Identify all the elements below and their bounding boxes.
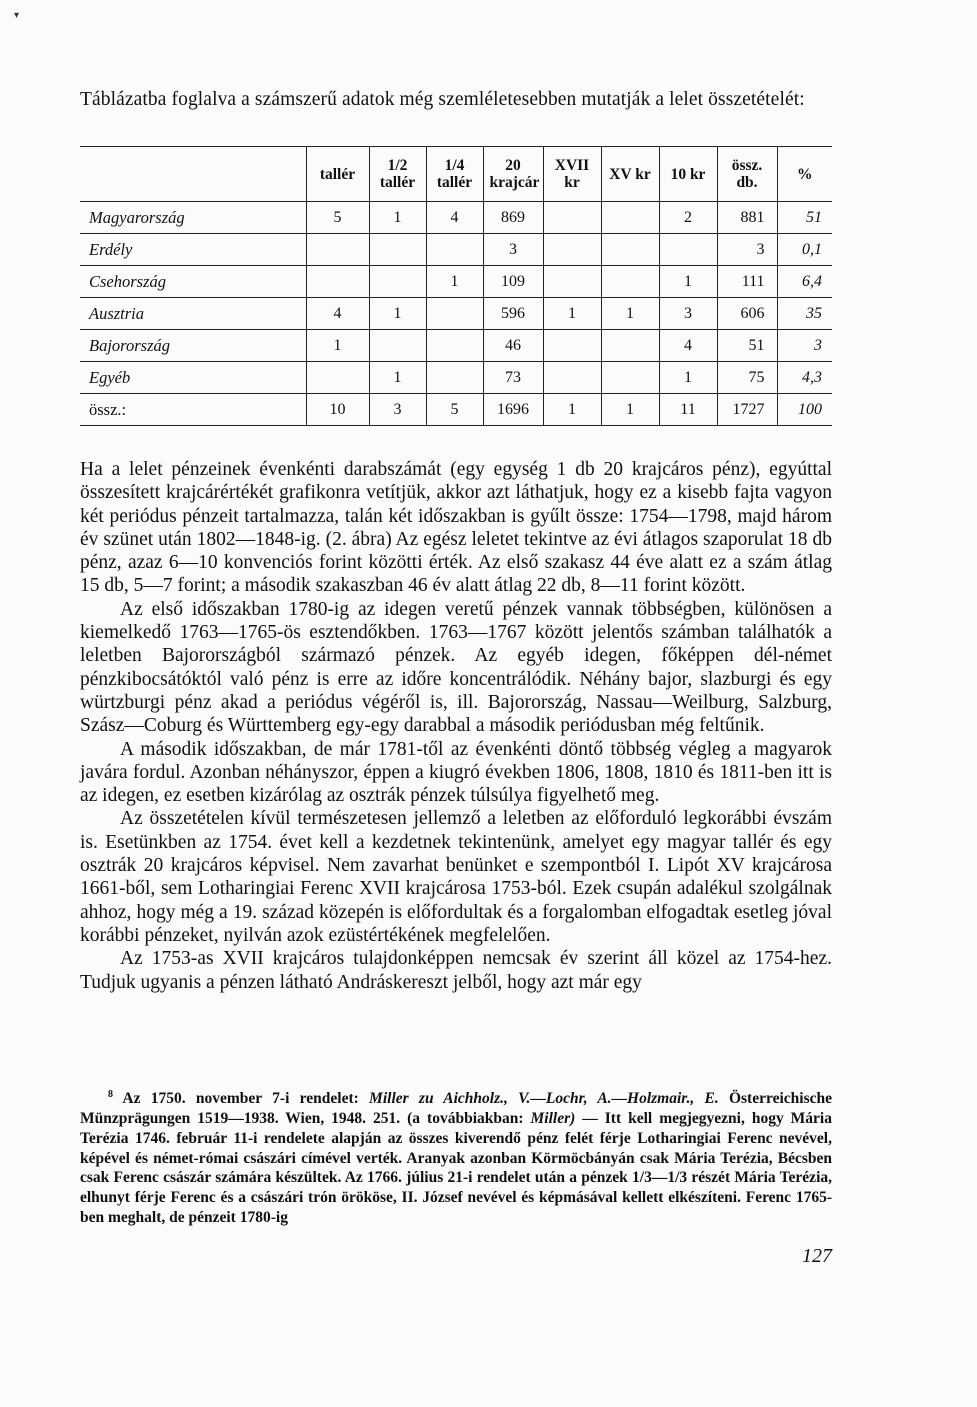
table-cell: 4 bbox=[659, 330, 717, 362]
row-label: Bajorország bbox=[80, 330, 306, 362]
paragraph-5: Az 1753-as XVII krajcáros tulajdonképpen nemcsak év szerint áll közel az 1754-hez. Tudjuk ugyanis a pénzen látható Andráskereszt jelből, hogy azt már egy bbox=[80, 948, 832, 993]
footnote-text-2: Österreichische Münzprägungen 1519—1938. Wien, 1948. 251. (a továbbiakban: bbox=[80, 1090, 832, 1127]
corner-mark: ▾ bbox=[14, 10, 20, 21]
percent-cell: 6,4 bbox=[777, 266, 832, 298]
footnote-author: Miller zu Aichholz., V.—Lochr, A.—Holzmair., E. bbox=[369, 1090, 719, 1108]
table-cell: 1 bbox=[369, 298, 426, 330]
table-cell bbox=[601, 202, 659, 234]
table-cell: 3 bbox=[369, 394, 426, 426]
page-number: 127 bbox=[802, 1245, 832, 1267]
table-cell: 75 bbox=[717, 362, 777, 394]
paragraph-2: Az első időszakban 1780-ig az idegen veretű pénzek vannak többségben, különösen a kiemelkedő 1763—1765-ös esztendőkben. 1763—1767 között jelentős számban találhatók a leletben Bajorországból származó pénzek. Az egyéb idegen, főképpen dél-német pénzkibocsátóktól való pénz is erre az időre koncentrálódik. Néhány bajor, slazburgi és egy würtzburgi pénz akad a periódus végéről is, ill. Bajorország, Nassau—Weilburg, Salzburg, Szász—Coburg és Württemberg egy-egy darabbal a második periódusban még feltűnik. bbox=[80, 598, 832, 737]
row-label: Erdély bbox=[80, 234, 306, 266]
header-xvii-kr: XVII kr bbox=[543, 147, 601, 202]
table-cell: 606 bbox=[717, 298, 777, 330]
row-label: Ausztria bbox=[80, 298, 306, 330]
table-cell: 1 bbox=[659, 266, 717, 298]
footnote-text-3: — Itt kell megjegyezni, hogy Mária Terézia 1746. február 11-i rendelete alapján az összes kiverendő pénz felét férje Lotharingiai Ferenc nevével, képével és német-római császári címével verték. Aranyak azonban Körmöcbányán csak Mária Terézia, Bécsben csak Ferenc császár számára készültek. Az 1766. július 21-i rendelet után a pénzek 1/3—1/3 részét Mária Terézia, elhunyt férje Ferenc és a császári trón örököse, II. József nevével és képmásával kellett elkészíteni. Ferenc 1765-ben meghalt, de pénzeit 1780-ig bbox=[80, 1109, 832, 1226]
table-cell bbox=[543, 330, 601, 362]
table-cell: 1 bbox=[659, 362, 717, 394]
table-cell: 3 bbox=[659, 298, 717, 330]
header-quarter-taller: 1/4 tallér bbox=[426, 147, 483, 202]
header-xv-kr: XV kr bbox=[601, 147, 659, 202]
footnote-marker: 8 bbox=[108, 1089, 113, 1100]
table-cell: 1 bbox=[369, 362, 426, 394]
table-cell bbox=[369, 330, 426, 362]
percent-cell: 0,1 bbox=[777, 234, 832, 266]
table-cell: 5 bbox=[306, 202, 369, 234]
table-cell: 1 bbox=[306, 330, 369, 362]
paragraph-4: Az összetételen kívül természetesen jellemző a leletben az előforduló legkorábbi évszám is. Esetünkben az 1754. évet kell a kezdetnek tekintenünk, amelyet egy magyar tallér és egy osztrák 20 krajcáros képvisel. Nem zavarhat benünket e szempontból I. Lipót XV krajcárosa 1661-ből, sem Lotharingiai Ferenc XVII krajcárosa 1753-ból. Ezek csupán adalékul szolgálnak ahhoz, hogy még a 19. század közepén is előfordultak és a forgalomban elfogadtak esetleg jóval korábbi pénzeket, nyilván azok ezüstértékének megfelelően. bbox=[80, 808, 832, 946]
header-10-kr: 10 kr bbox=[659, 147, 717, 202]
table-cell bbox=[426, 298, 483, 330]
table-cell bbox=[543, 266, 601, 298]
table-row bbox=[80, 330, 832, 362]
body-text bbox=[80, 458, 832, 994]
table-cell: 11 bbox=[659, 394, 717, 426]
percent-cell: 51 bbox=[777, 202, 832, 234]
table-cell: 73 bbox=[483, 362, 543, 394]
table-cell: 109 bbox=[483, 266, 543, 298]
table-cell bbox=[426, 330, 483, 362]
table-cell: 1 bbox=[543, 394, 601, 426]
footnote-short-ref: Miller) bbox=[530, 1109, 576, 1127]
table-cell bbox=[306, 266, 369, 298]
header-20-krajcar: 20 krajcár bbox=[483, 147, 543, 202]
table-cell bbox=[369, 266, 426, 298]
header-total-db: össz. db. bbox=[717, 147, 777, 202]
table-cell bbox=[601, 330, 659, 362]
header-percent: % bbox=[777, 147, 832, 202]
table-row bbox=[80, 298, 832, 330]
table-cell: 881 bbox=[717, 202, 777, 234]
table-cell bbox=[306, 234, 369, 266]
table-cell bbox=[543, 202, 601, 234]
row-label: Egyéb bbox=[80, 362, 306, 394]
table-header-row bbox=[80, 147, 832, 202]
table-cell bbox=[659, 234, 717, 266]
table-cell: 2 bbox=[659, 202, 717, 234]
table-cell: 3 bbox=[717, 234, 777, 266]
table-cell: 4 bbox=[426, 202, 483, 234]
table-cell bbox=[369, 234, 426, 266]
table-cell: 1696 bbox=[483, 394, 543, 426]
table-cell bbox=[601, 266, 659, 298]
row-label: össz.: bbox=[80, 394, 306, 426]
percent-cell: 4,3 bbox=[777, 362, 832, 394]
percent-cell: 35 bbox=[777, 298, 832, 330]
table-cell: 1 bbox=[601, 298, 659, 330]
table-row bbox=[80, 362, 832, 394]
table-row bbox=[80, 394, 832, 426]
table-cell: 4 bbox=[306, 298, 369, 330]
table-cell: 3 bbox=[483, 234, 543, 266]
table-cell: 1 bbox=[543, 298, 601, 330]
table-cell: 1727 bbox=[717, 394, 777, 426]
table-body bbox=[80, 202, 832, 426]
row-label: Magyarország bbox=[80, 202, 306, 234]
table-cell bbox=[543, 234, 601, 266]
table-cell bbox=[543, 362, 601, 394]
coin-table bbox=[80, 146, 832, 426]
table-cell bbox=[426, 362, 483, 394]
table-cell: 596 bbox=[483, 298, 543, 330]
header-taller: tallér bbox=[306, 147, 369, 202]
table-row bbox=[80, 266, 832, 298]
percent-cell: 100 bbox=[777, 394, 832, 426]
table-cell bbox=[601, 362, 659, 394]
table-cell bbox=[426, 234, 483, 266]
table-cell: 869 bbox=[483, 202, 543, 234]
table-row bbox=[80, 202, 832, 234]
table-row bbox=[80, 234, 832, 266]
table-cell: 51 bbox=[717, 330, 777, 362]
table-cell: 1 bbox=[426, 266, 483, 298]
percent-cell: 3 bbox=[777, 330, 832, 362]
table-cell: 1 bbox=[601, 394, 659, 426]
header-blank bbox=[80, 147, 306, 202]
table-cell: 111 bbox=[717, 266, 777, 298]
table-cell bbox=[601, 234, 659, 266]
table-cell: 1 bbox=[369, 202, 426, 234]
paragraph-3: A második időszakban, de már 1781-től az évenkénti döntő többség végleg a magyarok javára fordul. Azonban néhányszor, éppen a kiugró években 1806, 1808, 1810 és 1811-ben itt is az idegen, ez esetben kizárólag az osztrák pénzek túlsúlya figyelhető meg. bbox=[80, 738, 832, 807]
table-cell: 46 bbox=[483, 330, 543, 362]
paragraph-1: Ha a lelet pénzeinek évenkénti darabszámát (egy egység 1 db 20 krajcáros pénz), egyúttal összesített krajcárértékét grafikonra vetítjük, akkor azt láthatjuk, hogy ez a kisebb fajta vagyon két periódus pénzeit tartalmazza, talán két időszakban is gyűlt össze: 1754—1798, majd három év szünet után 1802—1848-ig. (2. ábra) Az egész leletet tekintve az évi átlagos szaporulat 18 db pénz, azaz 6—10 konvenciós forint közötti érték. Az első szakasz 44 éve alatt ez a szám átlag 15 db, 5—7 forint; a második szakaszban 46 év alatt átlag 22 db, 8—11 forint között. bbox=[80, 459, 832, 597]
table-cell bbox=[306, 362, 369, 394]
table-cell: 5 bbox=[426, 394, 483, 426]
row-label: Csehország bbox=[80, 266, 306, 298]
intro-text: Táblázatba foglalva a számszerű adatok még szemléletesebben mutatják a lelet összetételét: bbox=[80, 89, 805, 110]
footnote bbox=[80, 1085, 832, 1228]
footnote-text-1: Az 1750. november 7-i rendelet: bbox=[113, 1090, 370, 1108]
header-half-taller: 1/2 tallér bbox=[369, 147, 426, 202]
table-cell: 10 bbox=[306, 394, 369, 426]
